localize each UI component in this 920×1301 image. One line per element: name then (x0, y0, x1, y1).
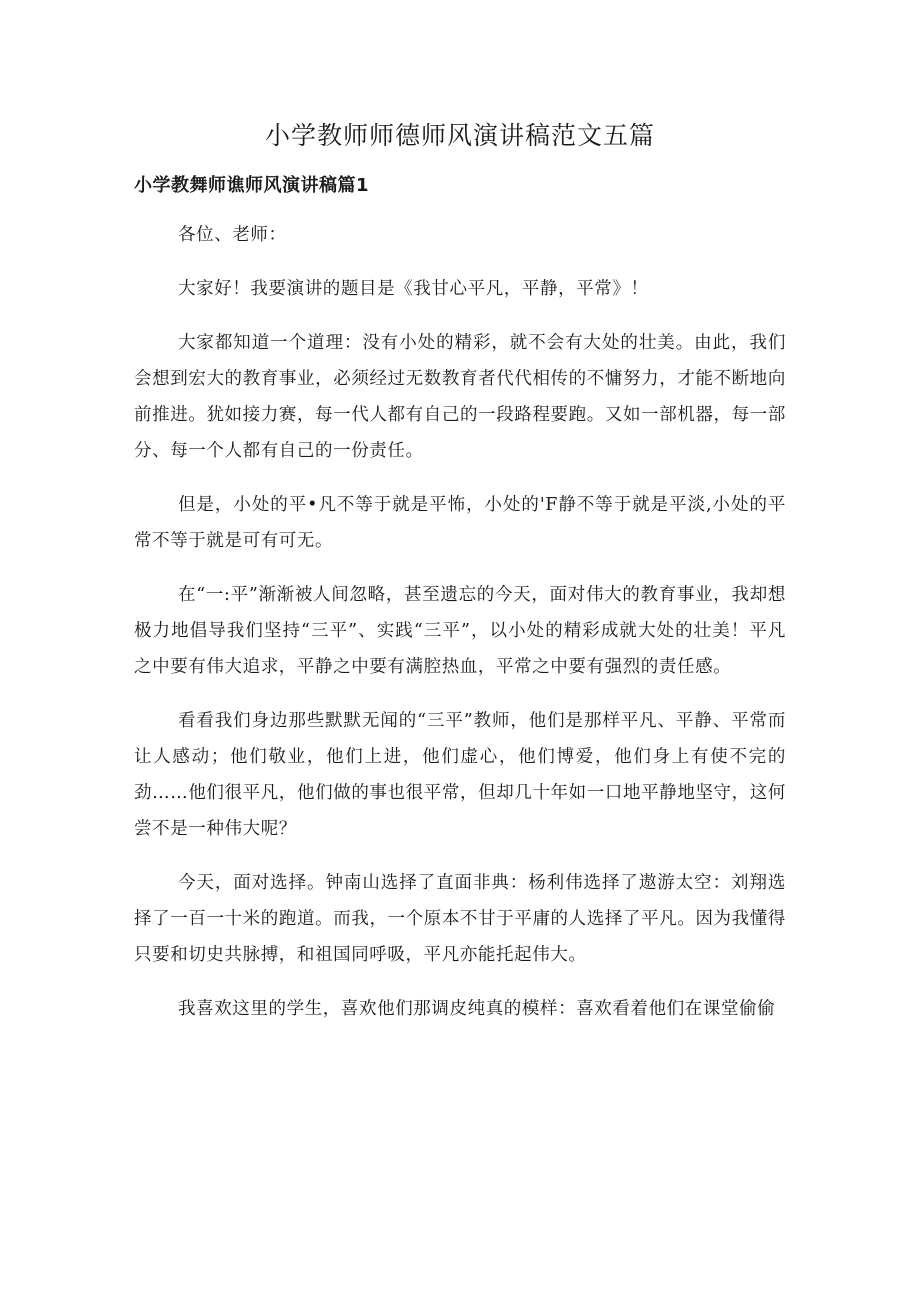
document-title: 小学教师师德师风演讲稿范文五篇 (264, 121, 655, 150)
paragraph: 我喜欢这里的学生，喜欢他们那调皮纯真的模样：喜欢看着他们在课堂偷偷 (178, 999, 776, 1019)
paragraph-greeting: 各位、老师： (178, 225, 287, 245)
paragraph: 在“一:平”渐渐被人间忽略，甚至遗忘的今天，面对伟大的教育事业，我却想极力地倡导我们坚持“三平”、实践“三平”，以小处的精彩成就大处的壮美！平凡之中要有伟大追求，平静之中要有满腔热血，平常之中要有强烈的责任感。 (134, 585, 786, 677)
document-body (134, 217, 786, 1045)
section-title: 小学教舞师谯师风演讲稿篇1 (134, 175, 370, 196)
paragraph: 大家都知道一个道理：没有小处的精彩，就不会有大处的壮美。由此，我们会想到宏大的教育事业，必须经过无数教育者代代相传的不慵努力，才能不断地向前推进。犹如接力赛，每一代人都有自己的一段路程要跑。又如一部机器，每一部分、每一个人都有自己的一份责任。 (134, 333, 786, 461)
paragraph: 但是，小处的平•凡不等于就是平怖，小处的'F静不等于就是平淡,小处的平常不等于就是可有可无。 (134, 495, 786, 551)
paragraph: 今天，面对选择。钟南山选择了直面非典：杨利伟选择了遨游太空：刘翔选择了一百一十米的跑道。而我，一个原本不甘于平庸的人选择了平凡。因为我懂得只要和切史共脉搏，和祖国同呼吸，平凡亦能托起伟大。 (134, 873, 786, 965)
paragraph: 看看我们身边那些默默无闻的“三平”教师，他们是那样平凡、平静、平常而让人感动；他们敬业，他们上进，他们虚心，他们博爱，他们身上有使不完的劲……他们很平凡，他们做的事也很平常，但却几十年如一口地平静地坚守，这何尝不是一种伟大呢？ (134, 711, 786, 839)
paragraph-opening: 大家好！我要演讲的题目是《我甘心平凡，平静，平常》！ (178, 279, 649, 299)
